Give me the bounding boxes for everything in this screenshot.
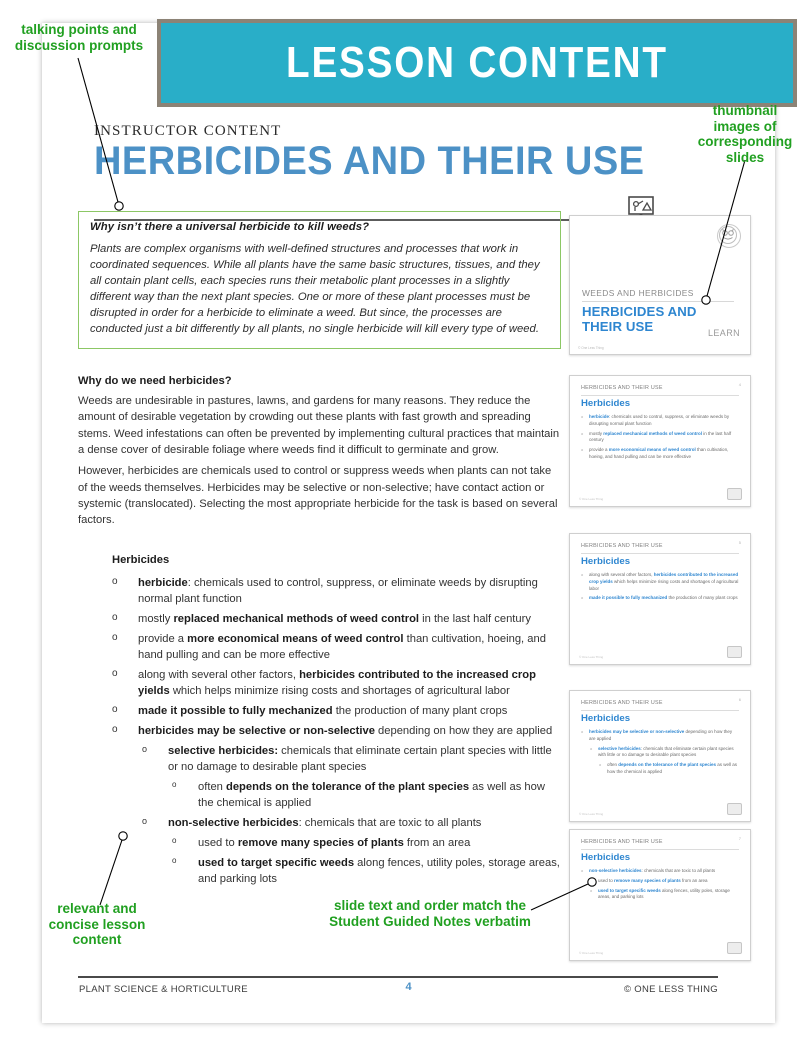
- section-paragraph-2: However, herbicides are chemicals used to control or suppress weeds when plants can not take of the weeds themselves. Herbicides may be selective or non-selective; have contact action or systemic (translocated). Selecting the most appropriate herbicide for the task is based on several factors.: [78, 465, 558, 527]
- outline-item-text: along with several other factors, herbicides contributed to the increased crop yields which helps minimize rising costs and shortages of agricultural labor: [138, 669, 536, 698]
- outline-item-text: provide a more economical means of weed control than cultivation, hoeing, and hand pulling and can be more effective: [138, 633, 546, 662]
- outline-item-text: used to remove many species of plants from an area: [198, 837, 471, 850]
- bullet-marker: o: [172, 856, 177, 866]
- slide-bullet-text: used to target specific weeds along fences, utility poles, storage areas, and parking lots: [598, 887, 730, 900]
- annotation-lesson-content: relevant and concise lesson content: [48, 901, 146, 948]
- slide-footer: © One Less Thing: [578, 346, 604, 350]
- slide-bullet-marker: o: [581, 729, 584, 734]
- outline-item-text: made it possible to fully mechanized the production of many plant crops: [138, 705, 508, 718]
- bullet-marker: o: [172, 836, 177, 846]
- outline-heading: Herbicides: [112, 554, 170, 566]
- slide-footer: © One Less Thing: [579, 812, 604, 816]
- slide-footer: © One Less Thing: [579, 951, 604, 955]
- slide-eyebrow: HERBICIDES AND THEIR USE: [581, 700, 663, 706]
- outline-item-text: often depends on the tolerance of the plant species as well as how the chemical is applied: [198, 781, 545, 810]
- annotation-slide-order: slide text and order match the Student Guided Notes verbatim: [329, 898, 531, 929]
- slide-bullet-marker: o: [581, 868, 584, 873]
- annotation-thumbnails: thumbnail images of corresponding slides: [697, 103, 793, 165]
- slide-bullet-text: herbicide: chemicals used to control, suppress, or eliminate weeds by disrupting normal plant function: [589, 414, 730, 426]
- bullet-marker: o: [112, 704, 118, 716]
- slide-bullet-marker: o: [581, 430, 584, 436]
- slide-heading: Herbicides: [581, 556, 631, 567]
- slide-bullet-marker: o: [581, 447, 584, 452]
- bullet-marker: o: [112, 576, 118, 587]
- slide-title: HERBICIDES AND THEIR USE: [582, 304, 697, 334]
- slide-heading: Herbicides: [581, 713, 631, 724]
- slide-bullet-marker: o: [581, 595, 584, 601]
- slide-bullet-text: selective herbicides: chemicals that eliminate certain plant species with little or no damage to desirable plant species: [598, 745, 734, 758]
- slide-bullet-text: herbicides may be selective or non-selective depending on how they are applied: [589, 729, 733, 741]
- slide-heading: Herbicides: [581, 852, 631, 863]
- slide-eyebrow: HERBICIDES AND THEIR USE: [581, 543, 663, 549]
- slide-bullet-marker: o: [590, 745, 593, 751]
- outline-item-text: mostly replaced mechanical methods of weed control in the last half century: [138, 613, 531, 626]
- slide-bullet-text: used to remove many species of plants from an area: [598, 877, 708, 883]
- prompt-question: Why isn’t there a universal herbicide to kill weeds?: [90, 221, 370, 233]
- slide-page-number: 7: [738, 836, 741, 841]
- section-paragraph-1: Weeds are undesirable in pastures, lawns, and gardens for many reasons. They reduce the amount of desirable vegetation by crowding out these plants with fast growth and spreading stems. Weed infestations can often be prevented by implementing cultural practices that maintain a dense cover of desirable foliage where weeds find it difficult to germinate and grow.: [78, 395, 560, 457]
- slide-bullet-marker: o: [590, 887, 593, 893]
- bullet-marker: o: [112, 724, 118, 736]
- bullet-marker: o: [112, 612, 118, 624]
- slide-heading: Herbicides: [581, 398, 631, 409]
- outline-item-text: used to target specific weeds along fences, utility poles, storage areas, and parking lots: [198, 857, 560, 886]
- section-question: Why do we need herbicides?: [78, 375, 232, 387]
- slide-bullet-text: often depends on the tolerance of the plant species as well as how the chemical is applied: [607, 762, 738, 774]
- page-kicker: INSTRUCTOR CONTENT: [94, 123, 282, 139]
- slide-bullet-text: made it possible to fully mechanized the production of many plant crops: [589, 595, 738, 601]
- slide-eyebrow: HERBICIDES AND THEIR USE: [581, 839, 663, 845]
- slide-footer: © One Less Thing: [579, 655, 604, 659]
- footer-course: PLANT SCIENCE & HORTICULTURE: [79, 984, 248, 995]
- slide-page-number: 6: [738, 697, 741, 702]
- footer-page-number: 4: [405, 981, 412, 993]
- footer-copyright: © ONE LESS THING: [624, 984, 718, 995]
- slide-bullet-text: mostly replaced mechanical methods of weed control in the last half century: [589, 430, 732, 443]
- slide-bullet-text: non-selective herbicides: chemicals that are toxic to all plants: [589, 868, 716, 873]
- slide-eyebrow: WEEDS AND HERBICIDES: [582, 288, 694, 298]
- outline-item-text: selective herbicides: chemicals that eliminate certain plant species with little or no damage to desirable plant species: [168, 745, 552, 774]
- slide-bullet-text: along with several other factors, herbicides contributed to the increased crop yields which helps minimize rising costs and shortages of agricultural labor: [589, 572, 739, 591]
- slide-cta-learn: LEARN: [707, 328, 740, 338]
- page-title: HERBICIDES AND THEIR USE: [94, 139, 645, 183]
- bullet-marker: o: [142, 744, 148, 755]
- slide-bullet-text: provide a more economical means of weed control than cultivation, hoeing, and hand pulling and can be more effective: [589, 447, 729, 459]
- prompt-body: Plants are complex organisms with well-defined structures and processes that work in coordinated sequences. While all plants have the same basic structures, tissues, and they all contain plant cells, each species runs their metabolic plant processes in a slightly different way than the next plant species. One or more of these plant processes must be disrupted in order for a herbicide to eliminate a weed. But since, the processes are conducted just a bit differently by all plants, no single herbicide will kill every type of weed.: [90, 243, 540, 336]
- bullet-marker: o: [112, 668, 118, 680]
- annotation-talking-points: talking points and discussion prompts: [14, 22, 144, 53]
- slide-footer: © One Less Thing: [579, 497, 604, 501]
- slide-page-number: 4: [738, 382, 741, 387]
- slide-bullet-marker: o: [581, 414, 584, 419]
- slide-page-number: 5: [738, 540, 741, 545]
- bullet-marker: o: [172, 780, 177, 790]
- bullet-marker: o: [142, 816, 148, 827]
- banner-label: LESSON CONTENT: [286, 38, 668, 87]
- outline-item-text: non-selective herbicides: chemicals that are toxic to all plants: [168, 817, 482, 830]
- outline-item-text: herbicides may be selective or non-selective depending on how they are applied: [138, 725, 553, 738]
- outline-item-text: herbicide: chemicals used to control, suppress, or eliminate weeds by disrupting normal plant function: [138, 577, 538, 606]
- bullet-marker: o: [112, 632, 118, 644]
- slide-bullet-marker: o: [581, 572, 584, 577]
- slide-eyebrow: HERBICIDES AND THEIR USE: [581, 385, 663, 391]
- slide-bullet-marker: o: [599, 762, 602, 767]
